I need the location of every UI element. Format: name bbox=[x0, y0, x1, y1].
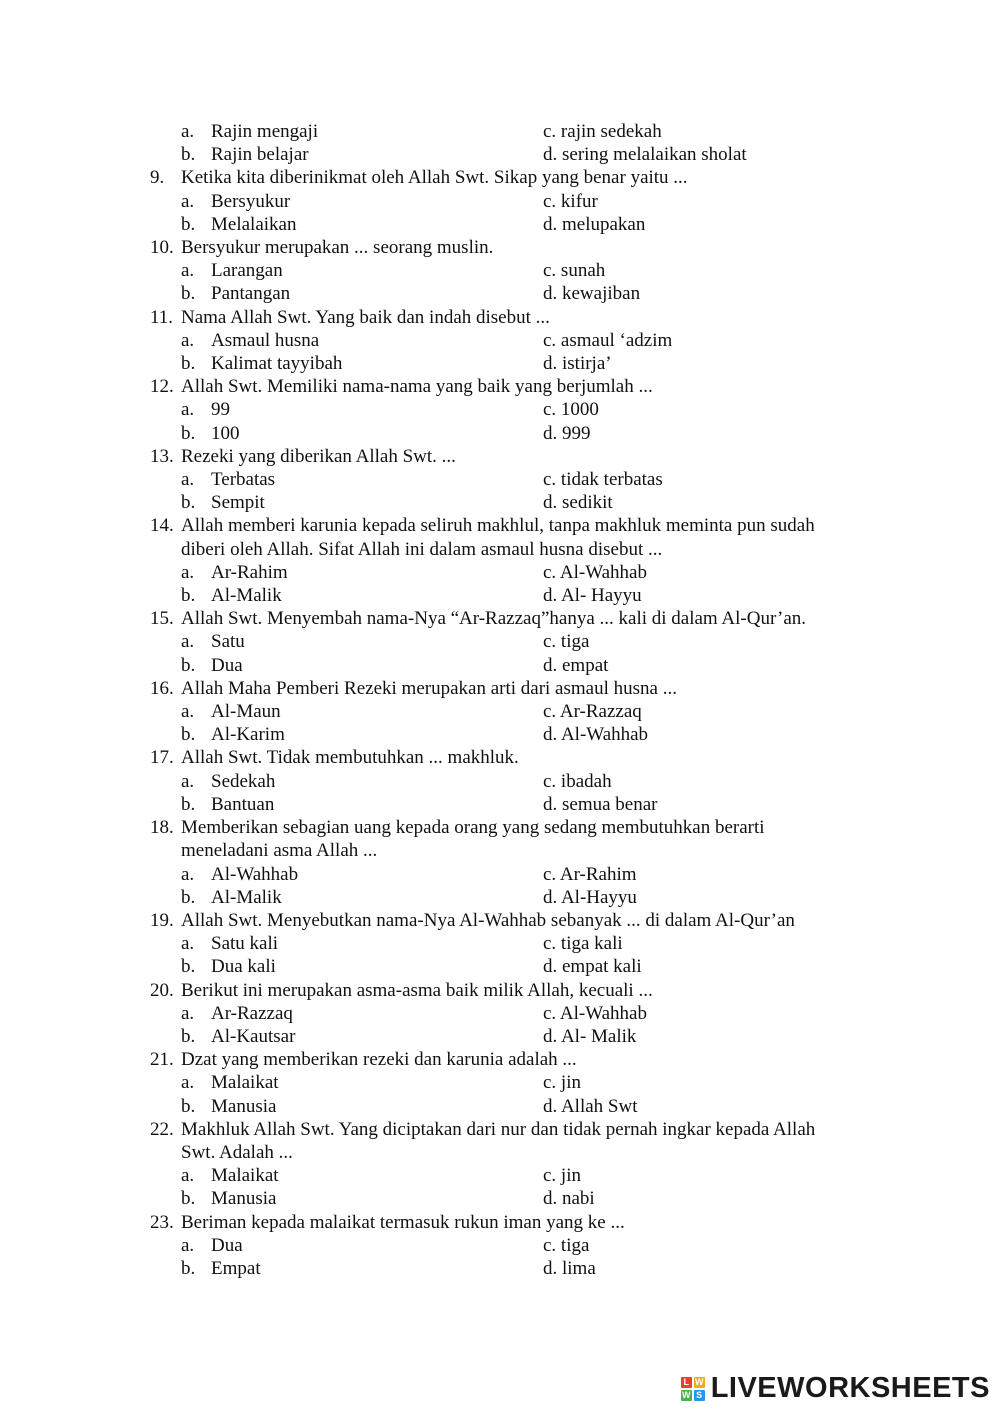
option-right: c. 1000 bbox=[543, 399, 599, 421]
question-text bbox=[181, 236, 870, 259]
option-left bbox=[181, 770, 543, 793]
option-row bbox=[150, 932, 870, 955]
option-right: d. Al-Hayyu bbox=[543, 886, 637, 908]
option-right: c. tiga bbox=[543, 1234, 590, 1256]
question bbox=[150, 677, 870, 700]
question-line: meneladani asma Allah ... bbox=[181, 840, 378, 862]
option-right: d. Allah Swt bbox=[543, 1095, 638, 1117]
option-left bbox=[181, 468, 543, 491]
option-letter: a. bbox=[181, 469, 195, 491]
question bbox=[150, 979, 870, 1002]
question-number: 12. bbox=[150, 376, 174, 398]
option-row bbox=[150, 120, 870, 143]
option-row bbox=[150, 793, 870, 816]
option-letter: b. bbox=[181, 1188, 196, 1210]
option-row bbox=[150, 1002, 870, 1025]
option-left bbox=[181, 282, 543, 305]
option-left bbox=[181, 213, 543, 236]
question-line: Allah Swt. Memiliki nama-nama yang baik yang berjumlah ... bbox=[181, 376, 653, 398]
question-line: Beriman kepada malaikat termasuk rukun iman yang ke ... bbox=[181, 1211, 625, 1233]
option-letter: b. bbox=[181, 724, 196, 746]
question-number: 20. bbox=[150, 979, 174, 1001]
option-left bbox=[181, 932, 543, 955]
question bbox=[150, 166, 870, 189]
question bbox=[150, 445, 870, 468]
option-right: c. tiga bbox=[543, 631, 590, 653]
option-letter: a. bbox=[181, 933, 195, 955]
question-line: Ketika kita diberinikmat oleh Allah Swt. Sikap yang benar yaitu ... bbox=[181, 167, 688, 189]
option-letter: b. bbox=[181, 793, 196, 815]
logo-cell: L bbox=[681, 1377, 692, 1388]
option-letter: b. bbox=[181, 1025, 196, 1047]
option-left bbox=[181, 1025, 543, 1048]
logo-cell: S bbox=[694, 1390, 705, 1401]
option-letter: a. bbox=[181, 399, 195, 421]
question bbox=[150, 1118, 870, 1164]
question-line: Makhluk Allah Swt. Yang diciptakan dari nur dan tidak pernah ingkar kepada Allah bbox=[181, 1118, 816, 1140]
question-text bbox=[181, 677, 870, 700]
option-text: Empat bbox=[211, 1257, 261, 1279]
option-right: d. 999 bbox=[543, 422, 591, 444]
question-text bbox=[181, 816, 870, 862]
option-row bbox=[150, 700, 870, 723]
option-row bbox=[150, 468, 870, 491]
question-line: Swt. Adalah ... bbox=[181, 1141, 293, 1163]
option-left bbox=[181, 491, 543, 514]
option-text: Manusia bbox=[211, 1188, 277, 1210]
option-right: c. jin bbox=[543, 1072, 581, 1094]
question bbox=[150, 909, 870, 932]
option-right: d. nabi bbox=[543, 1188, 595, 1210]
question bbox=[150, 1048, 870, 1071]
question-number: 17. bbox=[150, 747, 174, 769]
question-number: 15. bbox=[150, 608, 174, 630]
option-letter: b. bbox=[181, 585, 196, 607]
option-right: c. kifur bbox=[543, 190, 598, 212]
brand-name: LIVEWORKSHEETS bbox=[710, 1372, 990, 1404]
option-letter: a. bbox=[181, 770, 195, 792]
option-right: d. empat bbox=[543, 654, 609, 676]
question-text bbox=[181, 1048, 870, 1071]
option-right: d. semua benar bbox=[543, 793, 658, 815]
question bbox=[150, 306, 870, 329]
question-text bbox=[181, 166, 870, 189]
question-text bbox=[181, 979, 870, 1002]
option-letter: a. bbox=[181, 701, 195, 723]
option-row bbox=[150, 1234, 870, 1257]
option-right: c. rajin sedekah bbox=[543, 121, 662, 142]
option-text: Asmaul husna bbox=[211, 329, 320, 351]
option-letter: a. bbox=[181, 260, 195, 282]
question bbox=[150, 746, 870, 769]
option-text: Ar-Razzaq bbox=[211, 1002, 293, 1024]
option-left bbox=[181, 955, 543, 978]
option-left bbox=[181, 352, 543, 375]
option-row bbox=[150, 955, 870, 978]
option-left bbox=[181, 723, 543, 746]
option-left bbox=[181, 700, 543, 723]
question-line: Allah Maha Pemberi Rezeki merupakan arti dari asmaul husna ... bbox=[181, 677, 677, 699]
question bbox=[150, 514, 870, 560]
option-right: d. sering melalaikan sholat bbox=[543, 144, 747, 166]
question-number: 21. bbox=[150, 1049, 174, 1071]
question-text bbox=[181, 306, 870, 329]
option-text: Rajin belajar bbox=[211, 144, 309, 166]
option-letter: a. bbox=[181, 1072, 195, 1094]
option-text: Satu bbox=[211, 631, 245, 653]
option-text: Dua bbox=[211, 1234, 243, 1256]
option-row bbox=[150, 584, 870, 607]
option-letter: a. bbox=[181, 863, 195, 885]
option-row bbox=[150, 723, 870, 746]
option-left bbox=[181, 863, 543, 886]
option-text: 100 bbox=[211, 422, 240, 444]
option-row bbox=[150, 398, 870, 421]
option-row bbox=[150, 1071, 870, 1094]
question-text bbox=[181, 607, 870, 630]
question-text bbox=[181, 1211, 870, 1234]
option-text: 99 bbox=[211, 399, 230, 421]
question-line: Allah Swt. Menyembah nama-Nya “Ar-Razzaq”hanya ... kali di dalam Al-Qur’an. bbox=[181, 608, 806, 630]
option-letter: b. bbox=[181, 1257, 196, 1279]
option-right: c. asmaul ‘adzim bbox=[543, 329, 673, 351]
question-line: Allah memberi karunia kepada seliruh makhlul, tanpa makhluk meminta pun sudah bbox=[181, 515, 815, 537]
option-left bbox=[181, 1257, 543, 1280]
option-right: d. empat kali bbox=[543, 956, 642, 978]
option-left bbox=[181, 1002, 543, 1025]
option-right: d. sedikit bbox=[543, 492, 613, 514]
option-right: d. melupakan bbox=[543, 213, 646, 235]
option-left bbox=[181, 561, 543, 584]
question-line: Memberikan sebagian uang kepada orang yang sedang membutuhkan berarti bbox=[181, 817, 765, 839]
option-text: Al-Karim bbox=[211, 724, 285, 746]
question-text bbox=[181, 375, 870, 398]
option-right: c. sunah bbox=[543, 260, 606, 282]
option-text: Malaikat bbox=[211, 1072, 279, 1094]
question-text bbox=[181, 1118, 870, 1164]
logo-cell: W bbox=[681, 1390, 691, 1400]
option-row bbox=[150, 259, 870, 282]
option-letter: a. bbox=[181, 1002, 195, 1024]
question-line: Allah Swt. Tidak membutuhkan ... makhluk. bbox=[181, 747, 519, 769]
question-text bbox=[181, 514, 870, 560]
option-row bbox=[150, 352, 870, 375]
option-text: Ar-Rahim bbox=[211, 561, 288, 583]
option-text: Larangan bbox=[211, 260, 283, 282]
option-row bbox=[150, 213, 870, 236]
logo-mark-icon bbox=[681, 1377, 705, 1401]
question bbox=[150, 375, 870, 398]
option-right: c. tiga kali bbox=[543, 933, 623, 955]
option-row bbox=[150, 630, 870, 653]
option-letter: b. bbox=[181, 492, 196, 514]
option-row bbox=[150, 863, 870, 886]
question bbox=[150, 1211, 870, 1234]
option-text: Malaikat bbox=[211, 1165, 279, 1187]
option-left bbox=[181, 1164, 543, 1187]
worksheet-body bbox=[150, 120, 870, 1280]
question-number: 18. bbox=[150, 817, 174, 839]
option-left bbox=[181, 793, 543, 816]
question-text bbox=[181, 909, 870, 932]
option-letter: a. bbox=[181, 1165, 195, 1187]
option-text: Sedekah bbox=[211, 770, 276, 792]
question-number: 19. bbox=[150, 909, 174, 931]
option-letter: a. bbox=[181, 121, 195, 142]
option-left bbox=[181, 1234, 543, 1257]
option-left bbox=[181, 120, 543, 143]
option-left bbox=[181, 190, 543, 213]
option-right: c. jin bbox=[543, 1165, 581, 1187]
option-row bbox=[150, 190, 870, 213]
option-text: Rajin mengaji bbox=[211, 121, 319, 142]
option-row bbox=[150, 1187, 870, 1210]
question-text bbox=[181, 746, 870, 769]
option-row bbox=[150, 886, 870, 909]
option-row bbox=[150, 143, 870, 166]
question-line: Nama Allah Swt. Yang baik dan indah disebut ... bbox=[181, 306, 550, 328]
option-right: c. tidak terbatas bbox=[543, 469, 663, 491]
question-number: 11. bbox=[150, 306, 174, 328]
question bbox=[150, 607, 870, 630]
option-letter: b. bbox=[181, 353, 196, 375]
option-letter: b. bbox=[181, 1095, 196, 1117]
option-row bbox=[150, 770, 870, 793]
option-right: d. kewajiban bbox=[543, 283, 641, 305]
option-left bbox=[181, 259, 543, 282]
option-letter: b. bbox=[181, 422, 196, 444]
option-letter: a. bbox=[181, 190, 195, 212]
option-text: Sempit bbox=[211, 492, 265, 514]
question-line: Dzat yang memberikan rezeki dan karunia adalah ... bbox=[181, 1049, 577, 1071]
option-text: Al-Maun bbox=[211, 701, 281, 723]
option-row bbox=[150, 1164, 870, 1187]
option-left bbox=[181, 1071, 543, 1094]
option-left bbox=[181, 422, 543, 445]
option-row bbox=[150, 491, 870, 514]
question-text bbox=[181, 445, 870, 468]
option-text: Kalimat tayyibah bbox=[211, 353, 343, 375]
option-letter: a. bbox=[181, 631, 195, 653]
question-line: Bersyukur merupakan ... seorang muslin. bbox=[181, 237, 494, 259]
option-right: c. Al-Wahhab bbox=[543, 561, 647, 583]
option-letter: b. bbox=[181, 213, 196, 235]
option-text: Al-Malik bbox=[211, 886, 282, 908]
option-left bbox=[181, 630, 543, 653]
option-right: c. Al-Wahhab bbox=[543, 1002, 647, 1024]
option-row bbox=[150, 1257, 870, 1280]
option-left bbox=[181, 143, 543, 166]
option-text: Manusia bbox=[211, 1095, 277, 1117]
option-right: d. Al- Hayyu bbox=[543, 585, 642, 607]
option-left bbox=[181, 654, 543, 677]
question-number: 16. bbox=[150, 677, 174, 699]
question-number: 13. bbox=[150, 445, 174, 467]
option-text: Satu kali bbox=[211, 933, 279, 955]
option-text: Bersyukur bbox=[211, 190, 291, 212]
option-row bbox=[150, 561, 870, 584]
option-text: Al-Wahhab bbox=[211, 863, 299, 885]
question-number: 23. bbox=[150, 1211, 174, 1233]
option-letter: b. bbox=[181, 956, 196, 978]
option-left bbox=[181, 1095, 543, 1118]
option-right: d. Al- Malik bbox=[543, 1025, 637, 1047]
option-right: d. lima bbox=[543, 1257, 596, 1279]
question-number: 9. bbox=[150, 167, 165, 189]
option-row bbox=[150, 329, 870, 352]
option-row bbox=[150, 654, 870, 677]
option-right: d. istirja’ bbox=[543, 353, 612, 375]
option-letter: a. bbox=[181, 329, 195, 351]
question-line: Rezeki yang diberikan Allah Swt. ... bbox=[181, 445, 456, 467]
option-letter: a. bbox=[181, 1234, 195, 1256]
option-left bbox=[181, 398, 543, 421]
option-text: Al-Kautsar bbox=[211, 1025, 296, 1047]
option-left bbox=[181, 1187, 543, 1210]
question bbox=[150, 816, 870, 862]
option-right: c. ibadah bbox=[543, 770, 612, 792]
option-letter: b. bbox=[181, 144, 196, 166]
option-left bbox=[181, 886, 543, 909]
option-left bbox=[181, 329, 543, 352]
option-right: c. Ar-Rahim bbox=[543, 863, 637, 885]
liveworksheets-logo bbox=[681, 1372, 990, 1405]
option-row bbox=[150, 1025, 870, 1048]
question-line: diberi oleh Allah. Sifat Allah ini dalam asmaul husna disebut ... bbox=[181, 538, 663, 560]
option-row bbox=[150, 422, 870, 445]
option-right: d. Al-Wahhab bbox=[543, 724, 649, 746]
option-letter: b. bbox=[181, 886, 196, 908]
option-left bbox=[181, 584, 543, 607]
option-row bbox=[150, 1095, 870, 1118]
option-text: Pantangan bbox=[211, 283, 291, 305]
option-text: Dua kali bbox=[211, 956, 276, 978]
option-row bbox=[150, 282, 870, 305]
option-text: Bantuan bbox=[211, 793, 275, 815]
option-text: Melalaikan bbox=[211, 213, 297, 235]
question-number: 14. bbox=[150, 515, 174, 537]
option-text: Dua bbox=[211, 654, 243, 676]
option-letter: b. bbox=[181, 283, 196, 305]
option-letter: a. bbox=[181, 561, 195, 583]
question-number: 10. bbox=[150, 237, 174, 259]
logo-cell: W bbox=[694, 1377, 704, 1387]
question-line: Berikut ini merupakan asma-asma baik milik Allah, kecuali ... bbox=[181, 979, 653, 1001]
option-right: c. Ar-Razzaq bbox=[543, 701, 642, 723]
question bbox=[150, 236, 870, 259]
question-number: 22. bbox=[150, 1118, 174, 1140]
option-text: Terbatas bbox=[211, 469, 276, 491]
question-line: Allah Swt. Menyebutkan nama-Nya Al-Wahhab sebanyak ... di dalam Al-Qur’an bbox=[181, 909, 795, 931]
option-letter: b. bbox=[181, 654, 196, 676]
option-text: Al-Malik bbox=[211, 585, 282, 607]
